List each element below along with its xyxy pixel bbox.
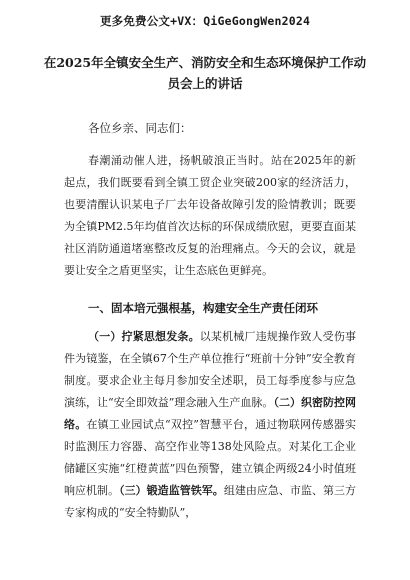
section-1-paragraph bbox=[64, 326, 356, 524]
point-2-text: 在镇工业园试点“双控”智慧平台，通过物联网传感器实时监测压力容器、高空作业等138处风险点。对某化工企业储罐区实施“红橙黄蓝”四色预警，建立镇企两级24小时值班响应机制。 bbox=[64, 418, 357, 497]
title-line-2: 员会上的讲话 bbox=[167, 76, 243, 91]
point-1-text: 以某机械厂违规操作致人受伤事件为镜鉴，在全镇67个生产单位推行“班前十分钟”安全教育制度。要求企业主每月参加安全述职，员工每季度参与应急演练，让“安全即效益”理念融入生产血脉。 bbox=[64, 330, 357, 409]
promo-banner: 更多免费公文+VX：QiGeGongWen2024 bbox=[99, 14, 311, 28]
intro-paragraph: 春潮涌动催人进，扬帆破浪正当时。站在2025年的新起点，我们既要看到全镇工贸企业突破200家的经济活力，也要清醒认识某电子厂去年设备故障引发的险情教训；既要为全镇PM2.5年均值首次达标的环保成绩欣慰，更要直面某社区消防通道堵塞整改反复的治理痛点。今天的会议，就是要让安全之盾更坚实，让生态底色更鲜亮。 bbox=[64, 154, 356, 277]
point-3-text: 组建由应急、市监、第三方专家构成的“安全特勤队”， bbox=[64, 484, 357, 519]
point-1-label: （一）拧紧思想发条。 bbox=[88, 330, 200, 343]
title-line-1: 在2025年全镇安全生产、消防安全和生态环境保护工作动 bbox=[43, 55, 367, 70]
point-2-label: （二）织密防控网络。 bbox=[64, 396, 357, 431]
section-1-heading: 一、固本培元强根基，构建安全生产责任闭环 bbox=[88, 301, 318, 315]
speech-title bbox=[40, 52, 370, 94]
salutation: 各位乡亲、同志们： bbox=[88, 121, 192, 135]
point-3-label: （三）锻造监管铁军。 bbox=[119, 484, 224, 497]
